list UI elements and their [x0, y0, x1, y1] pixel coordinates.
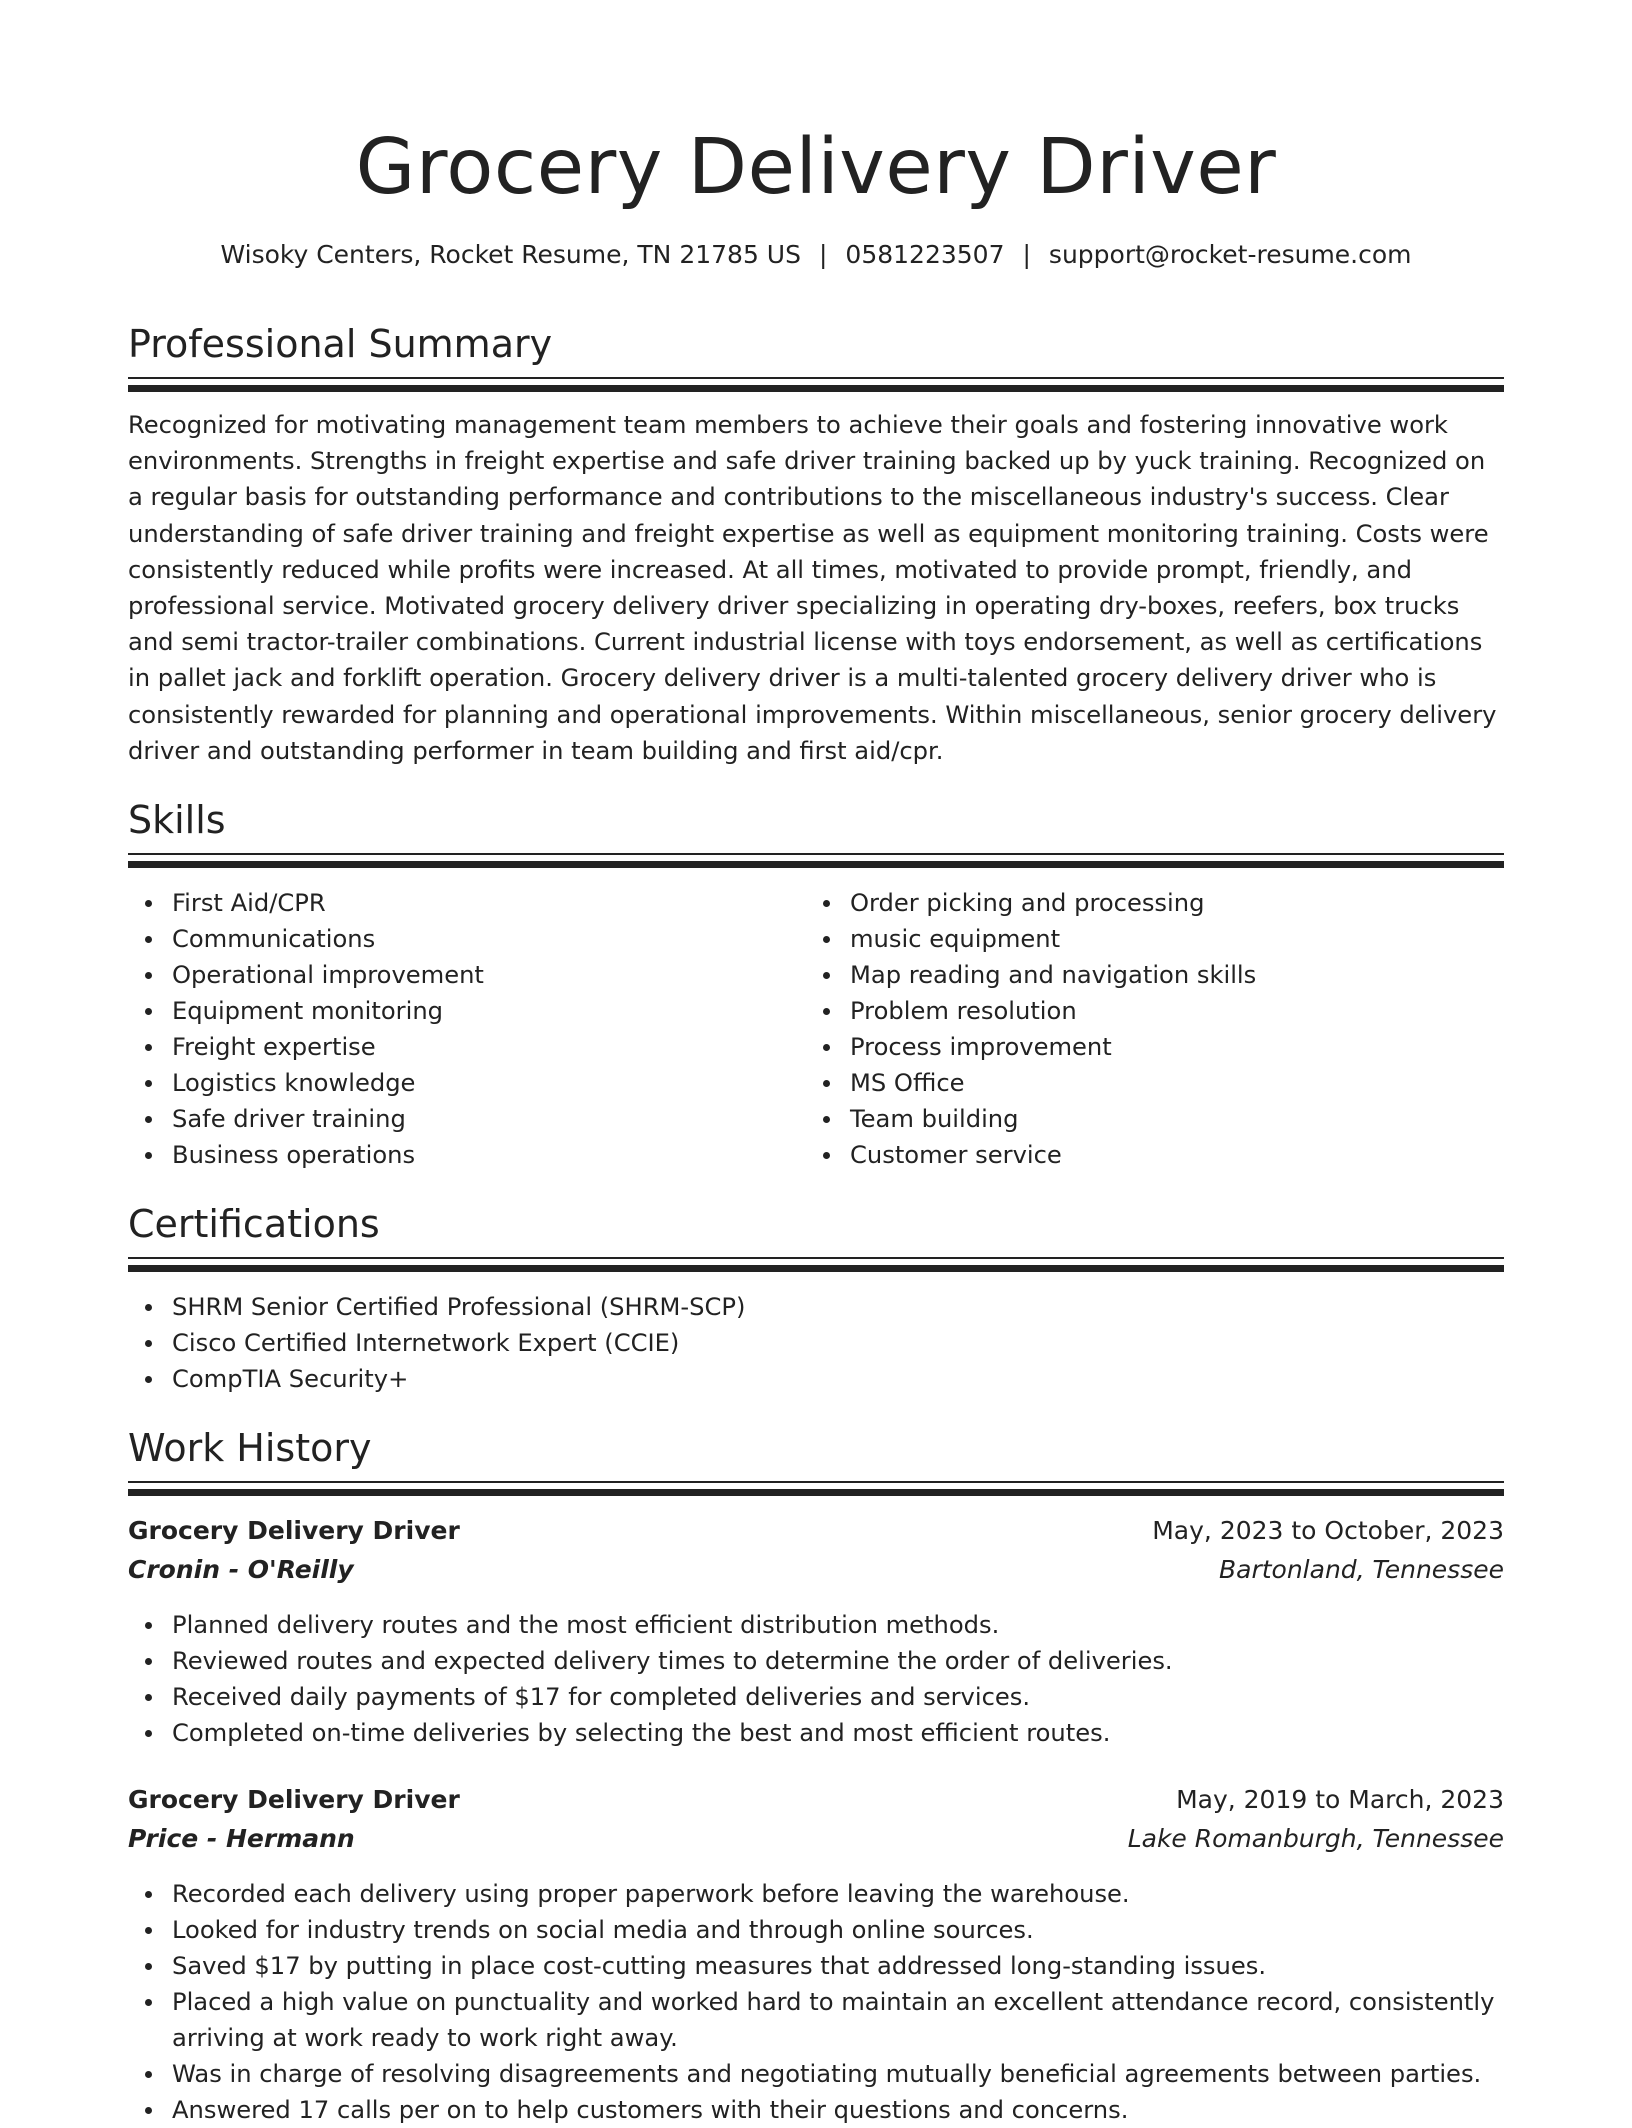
section-title-work-history: Work History: [128, 1426, 372, 1470]
skill-item: Equipment monitoring: [128, 993, 788, 1029]
certifications-list: [128, 1289, 1504, 1397]
job-bullet: Recorded each delivery using proper paperwork before leaving the warehouse.: [128, 1876, 1504, 1912]
summary-text: Recognized for motivating management team members to achieve their goals and fostering innovative work environments. Strengths in freight expertise and safe driver training backed up by yuck training. Recognized on a regular basis for outstanding performance and contributions to the miscellaneous industry's success. Clear understanding of safe driver training and freight expertise as well as equipment monitoring training. Costs were consistently reduced while profits were increased. At all times, motivated to provide prompt, friendly, and professional service. Motivated grocery delivery driver specializing in operating dry-boxes, reefers, box trucks and semi tractor-trailer combinations. Current industrial license with toys endorsement, as well as certifications in pallet jack and forklift operation. Grocery delivery driver is a multi-talented grocery delivery driver who is consistently rewarded for planning and operational improvements. Within miscellaneous, senior grocery delivery driver and outstanding performer in team building and first aid/cpr.: [128, 411, 1497, 765]
job-bullets: [128, 1876, 1504, 2128]
skill-item: Map reading and navigation skills: [806, 957, 1504, 993]
contact-separator: |: [818, 240, 828, 269]
skill-item: Order picking and processing: [806, 885, 1504, 921]
job-title: Grocery Delivery Driver: [128, 1516, 460, 1545]
job-bullet: Received daily payments of $17 for completed deliveries and services.: [128, 1679, 1504, 1715]
skill-item: Business operations: [128, 1137, 788, 1173]
job-bullet: Placed a high value on punctuality and worked hard to maintain an excellent attendance record, consistently arriving at work ready to work right away.: [128, 1984, 1504, 2056]
candidate-name: Grocery Delivery Driver: [355, 123, 1277, 212]
skills-list-right: [806, 885, 1504, 1173]
section-divider: [128, 1257, 1504, 1272]
skill-item: Process improvement: [806, 1029, 1504, 1065]
job-dates: May, 2019 to March, 2023: [1176, 1785, 1504, 1814]
skill-item: Operational improvement: [128, 957, 788, 993]
skill-item: Logistics knowledge: [128, 1065, 788, 1101]
certification-item: CompTIA Security+: [128, 1361, 1504, 1397]
job-location: Lake Romanburgh, Tennessee: [1127, 1824, 1504, 1853]
job-bullet: Reviewed routes and expected delivery times to determine the order of deliveries.: [128, 1643, 1504, 1679]
section-divider: [128, 1481, 1504, 1496]
skill-item: Safe driver training: [128, 1101, 788, 1137]
job-title: Grocery Delivery Driver: [128, 1785, 460, 1814]
job-bullets: [128, 1607, 1504, 1751]
contact-phone: 0581223507: [845, 240, 1005, 269]
certification-item: SHRM Senior Certified Professional (SHRM-SCP): [128, 1289, 1504, 1325]
section-divider: [128, 853, 1504, 868]
skill-item: MS Office: [806, 1065, 1504, 1101]
job-bullet: Answered 17 calls per on to help customers with their questions and concerns.: [128, 2092, 1504, 2128]
job-bullet: Looked for industry trends on social media and through online sources.: [128, 1912, 1504, 1948]
job-bullet: Completed on-time deliveries by selecting the best and most efficient routes.: [128, 1715, 1504, 1751]
section-title-certifications: Certifications: [128, 1202, 380, 1246]
skill-item: Freight expertise: [128, 1029, 788, 1065]
job-bullet: Planned delivery routes and the most efficient distribution methods.: [128, 1607, 1504, 1643]
contact-line: [128, 238, 1504, 272]
skill-item: First Aid/CPR: [128, 885, 788, 921]
job-location: Bartonland, Tennessee: [1218, 1555, 1504, 1584]
certification-item: Cisco Certified Internetwork Expert (CCIE): [128, 1325, 1504, 1361]
section-divider: [128, 377, 1504, 392]
skill-item: Customer service: [806, 1137, 1504, 1173]
job-bullet: Was in charge of resolving disagreements and negotiating mutually beneficial agreements between parties.: [128, 2056, 1504, 2092]
contact-address: Wisoky Centers, Rocket Resume, TN 21785 US: [220, 240, 801, 269]
section-title-skills: Skills: [128, 798, 226, 842]
contact-email[interactable]: support@rocket-resume.com: [1048, 240, 1412, 269]
job-company: Cronin - O'Reilly: [128, 1555, 354, 1584]
section-title-summary: Professional Summary: [128, 322, 553, 366]
skill-item: Communications: [128, 921, 788, 957]
skills-list-left: [128, 885, 788, 1173]
job-company: Price - Hermann: [128, 1824, 355, 1853]
job-bullet: Saved $17 by putting in place cost-cutting measures that addressed long-standing issues.: [128, 1948, 1504, 1984]
skill-item: Problem resolution: [806, 993, 1504, 1029]
skill-item: Team building: [806, 1101, 1504, 1137]
job-dates: May, 2023 to October, 2023: [1152, 1516, 1504, 1545]
contact-separator: |: [1022, 240, 1031, 269]
skill-item: music equipment: [806, 921, 1504, 957]
